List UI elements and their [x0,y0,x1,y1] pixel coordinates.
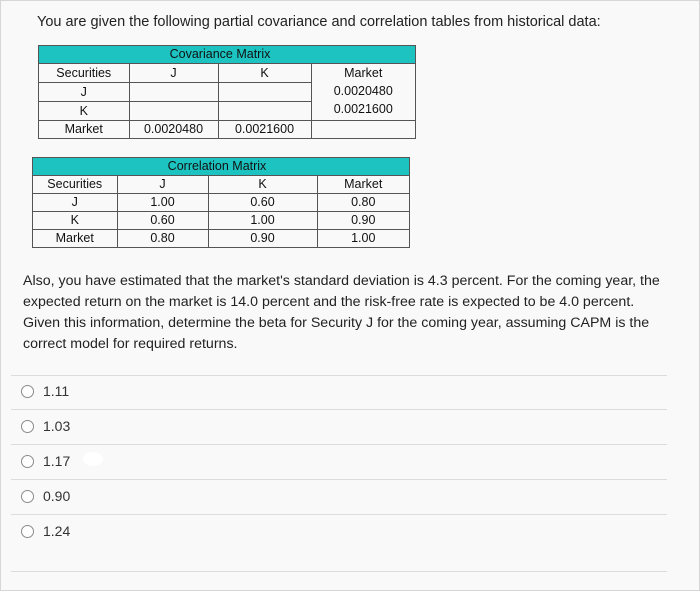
cov-cell: 0.0021600 [333,102,393,116]
radio-button[interactable] [21,420,34,433]
radio-button[interactable] [21,525,34,538]
highlight-blob [83,452,103,466]
question-text: Also, you have estimated that the market's standard deviation is 4.3 percent. For the coming year, the expected return on the market is 14.0 percent and the risk-free rate is expected to be 4.0 percent. Given this information, determine the beta for Security J for the coming year, assuming CAPM is the correct model for required returns. [23,273,660,352]
answer-option[interactable] [21,523,70,539]
cor-cell: 1.00 [317,230,410,248]
cov-cell: 0.0020480 [333,84,393,98]
divider [11,444,667,445]
option-label: 1.17 [43,453,71,469]
cor-header-k: K [208,176,317,194]
divider [11,479,667,480]
option-label: 1.03 [43,418,71,434]
answer-option[interactable] [21,453,70,469]
divider [11,571,667,572]
radio-button[interactable] [21,455,34,468]
answer-option[interactable] [21,383,69,399]
divider [11,375,667,376]
covariance-table [38,45,416,139]
correlation-table [32,157,410,248]
cor-row-label: Market [33,230,118,248]
option-label: 1.11 [43,383,70,399]
cov-cell: 0.0020480 [129,121,218,139]
cov-row-label: K [39,102,130,121]
cov-header-k: K [218,64,311,83]
option-label: 0.90 [43,488,71,504]
cov-row-label: J [39,83,130,102]
cor-cell: 0.80 [317,194,410,212]
cov-header-securities: Securities [39,64,130,83]
cov-row-label: Market [39,121,130,139]
radio-button[interactable] [21,490,34,503]
correlation-title: Correlation Matrix [117,158,317,176]
intro-text: You are given the following partial covariance and correlation tables from historical data: [37,14,601,30]
cor-header-j: J [117,176,208,194]
option-label: 1.24 [43,523,71,539]
cov-market-column [311,64,416,121]
divider [11,514,667,515]
cor-row-label: J [33,194,118,212]
cor-cell: 0.90 [317,212,410,230]
cor-header-securities: Securities [33,176,118,194]
cov-cell [129,83,218,102]
cor-row-label: K [33,212,118,230]
answer-option[interactable] [21,488,70,504]
cov-header-j: J [129,64,218,83]
cor-cell: 1.00 [208,212,317,230]
cov-cell [311,121,416,139]
cov-header-market: Market [344,66,383,80]
cor-cell: 0.60 [208,194,317,212]
divider [11,409,667,410]
cor-cell: 1.00 [117,194,208,212]
cov-cell [218,102,311,121]
covariance-title: Covariance Matrix [129,46,311,64]
cov-cell: 0.0021600 [218,121,311,139]
cor-header-market: Market [317,176,410,194]
cor-cell: 0.90 [208,230,317,248]
radio-button[interactable] [21,385,34,398]
answer-option[interactable] [21,418,70,434]
cor-cell: 0.60 [117,212,208,230]
cov-cell [218,83,311,102]
cov-cell [129,102,218,121]
cor-cell: 0.80 [117,230,208,248]
